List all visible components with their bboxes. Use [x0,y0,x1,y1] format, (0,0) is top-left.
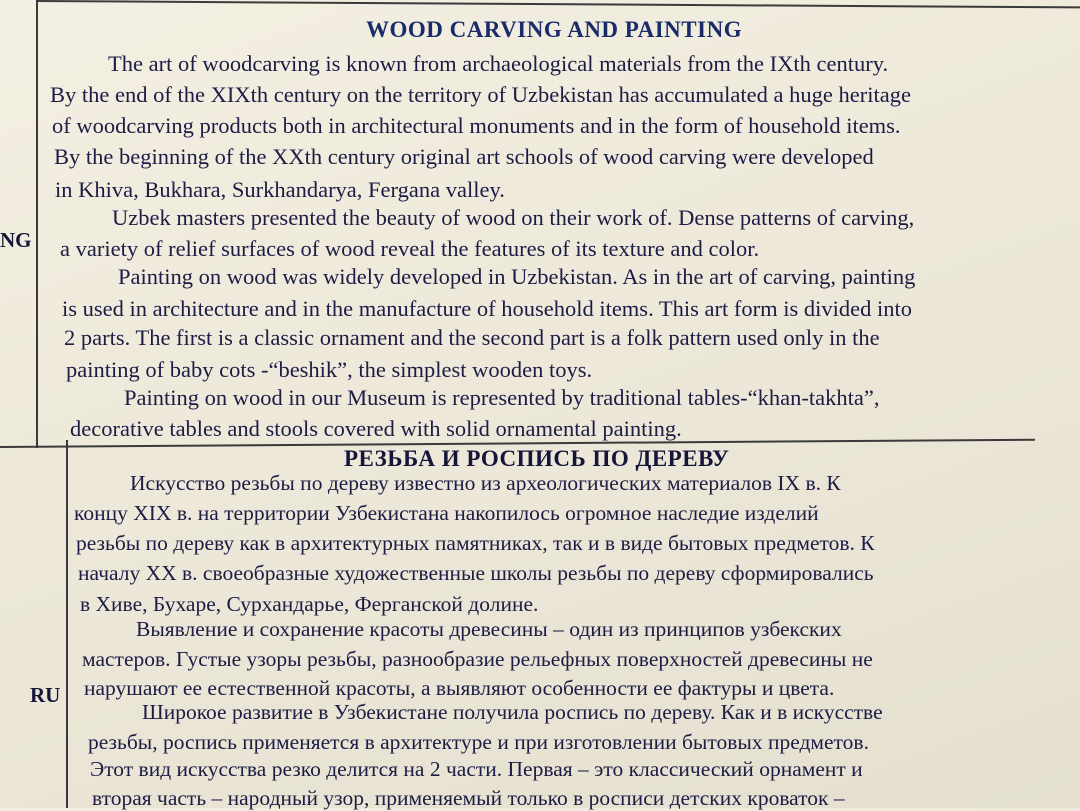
column-divider-bottom [66,440,68,808]
paragraph-line: резьбы, роспись применяется в архитектуре и при изготовлении бытовых предметов. [88,730,869,754]
section-title-en: WOOD CARVING AND PAINTING [366,17,743,42]
paragraph-line: decorative tables and stools covered with solid ornamental painting. [70,416,682,441]
paragraph-line: By the end of the XIXth century on the territory of Uzbekistan has accumulated a huge heritage [50,82,911,107]
paragraph-line: 2 parts. The first is a classic ornament and the second part is a folk pattern used only in the [64,325,880,350]
paragraph-line: Painting on wood was widely developed in Uzbekistan. As in the art of carving, painting [118,264,916,289]
paragraph-line: концу XIX в. на территории Узбекистана накопилось огромное наследие изделий [74,501,819,525]
paragraph-line: началу XX в. своеобразные художественные школы резьбы по дереву сформировались [78,561,874,585]
paragraph-line: резьбы по дереву как в архитектурных памятниках, так и в виде бытовых предметов. К [76,531,875,555]
paragraph-line: in Khiva, Bukhara, Surkhandarya, Fergana valley. [55,177,505,202]
row-divider-top [36,0,1080,8]
paragraph-line: of woodcarving products both in architectural monuments and in the form of household items. [52,113,901,138]
language-label-ru: RU [30,683,61,707]
paragraph-line: в Хиве, Бухаре, Сурхандарье, Ферганской долине. [80,592,539,616]
paragraph-line: Выявление и сохранение красоты древесины – один из принципов узбекских [136,617,842,641]
paragraph-line: By the beginning of the XXth century original art schools of wood carving were developed [54,144,874,169]
section-title-ru: РЕЗЬБА И РОСПИСЬ ПО ДЕРЕВУ [344,446,730,471]
paragraph-line: The art of woodcarving is known from archaeological materials from the IXth century. [108,51,889,76]
paragraph-line: Uzbek masters presented the beauty of wood on their work of. Dense patterns of carving, [112,205,915,230]
language-label-en: NG [0,228,32,252]
paragraph-line: мастеров. Густые узоры резьбы, разнообразие рельефных поверхностей древесины не [82,647,873,671]
paragraph-line: Painting on wood in our Museum is represented by traditional tables-“khan-takhta”, [124,385,880,410]
paragraph-line: is used in architecture and in the manufacture of household items. This art form is divided into [62,296,913,321]
paragraph-line: Искусство резьбы по дереву известно из археологических материалов IX в. К [130,471,841,495]
column-divider-top [36,0,38,448]
paragraph-line: a variety of relief surfaces of wood reveal the features of its texture and color. [60,236,760,261]
paragraph-line: вторая часть – народный узор, применяемый только в росписи детских кроваток – [92,786,845,810]
paragraph-line: нарушают ее естественной красоты, а выявляют особенности ее фактуры и цвета. [84,676,835,700]
paragraph-line: Этот вид искусства резко делится на 2 части. Первая – это классический орнамент и [90,757,863,781]
paragraph-line: painting of baby cots -“beshik”, the simplest wooden toys. [66,357,593,382]
paragraph-line: Широкое развитие в Узбекистане получила роспись по дереву. Как и в искусстве [142,700,883,724]
